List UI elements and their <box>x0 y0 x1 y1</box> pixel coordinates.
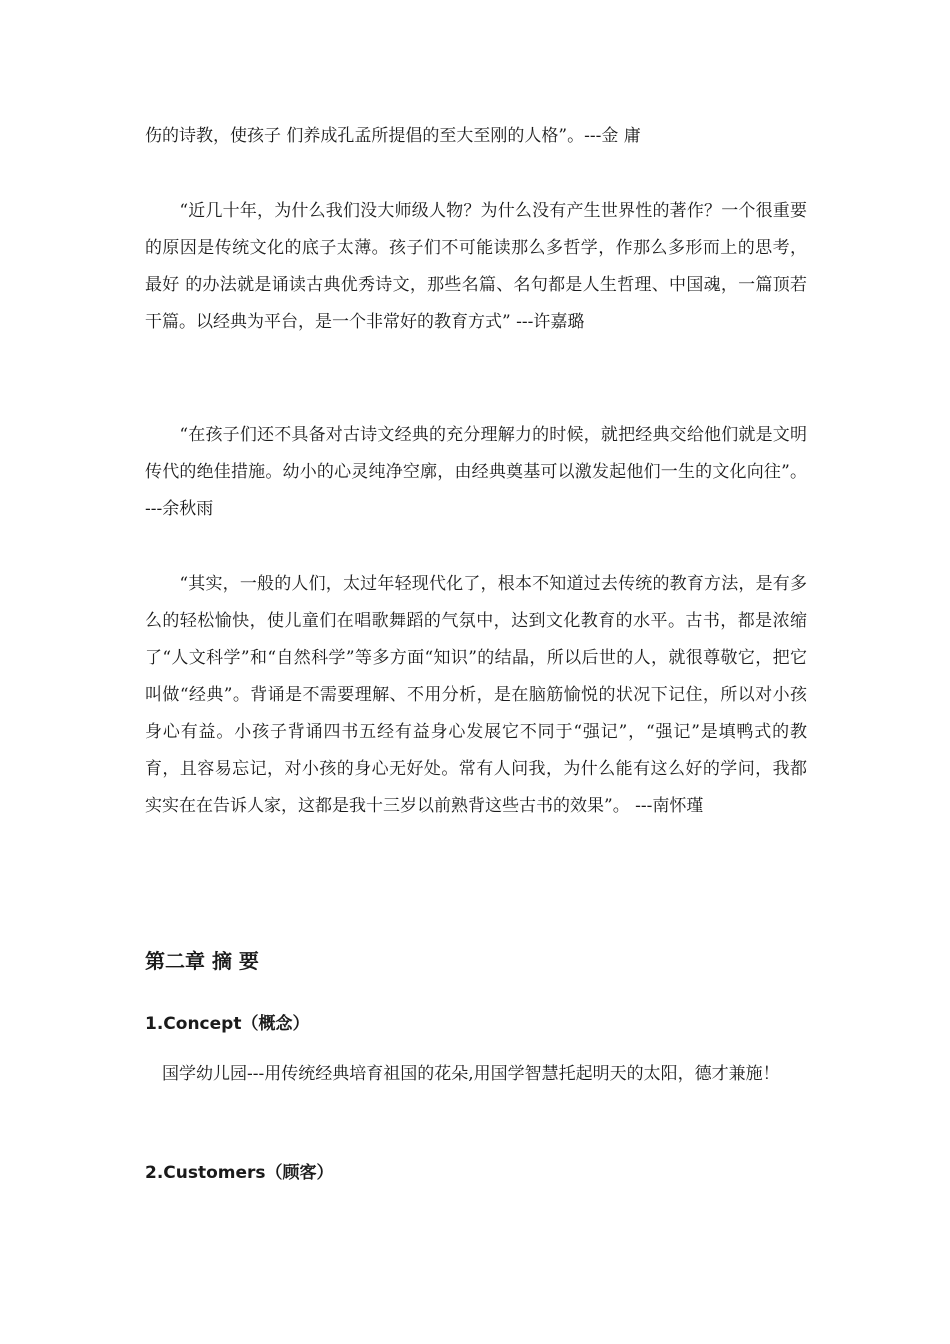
quote-xu-jialu: “近几十年，为什么我们没大师级人物？为什么没有产生世界性的著作？一个很重要的原因是传统文化的底子太薄。孩子们不可能读那么多哲学，作那么多形而上的思考，最好 的办法就是诵读古典优秀诗文，那些名篇、名句都是人生哲理、中国魂，一篇顶若干篇。以经典为平台，是一个非常好的教育方式” ---许嘉璐 <box>145 201 807 332</box>
section-customers-title: 2.Customers（顾客） <box>145 1163 334 1183</box>
section-concept-title: 1.Concept（概念） <box>145 1014 310 1034</box>
chapter-title: 第二章 摘 要 <box>145 949 259 973</box>
quote-nan-huaijin: “其实，一般的人们，太过年轻现代化了，根本不知道过去传统的教育方法，是有多么的轻松愉快，使儿童们在唱歌舞蹈的气氛中，达到文化教育的水平。古书，都是浓缩了“人文科学”和“自然科学”等多方面“知识”的结晶，所以后世的人，就很尊敬它，把它叫做“经典”。背诵是不需要理解、不用分析，是在脑筋愉悦的状况下记住，所以对小孩身心有益。小孩子背诵四书五经有益身心发展它不同于“强记”，“强记”是填鸭式的教育，且容易忘记，对小孩的身心无好处。常有人问我，为什么能有这么好的学问，我都实实在在告诉人家，这都是我十三岁以前熟背这些古书的效果”。 ---南怀瑾 <box>145 574 807 816</box>
section-concept-body: 国学幼儿园---用传统经典培育祖国的花朵,用国学智慧托起明天的太阳，德才兼施！ <box>145 1064 780 1084</box>
quote-yu-qiuyu: “在孩子们还不具备对古诗文经典的充分理解力的时候，就把经典交给他们就是文明传代的绝佳措施。幼小的心灵纯净空廓，由经典奠基可以激发起他们一生的文化向往”。 ---余秋雨 <box>145 425 813 519</box>
quote-jin-yong-ending: 伤的诗教，使孩子 们养成孔孟所提倡的至大至刚的人格”。---金 庸 <box>145 126 641 146</box>
